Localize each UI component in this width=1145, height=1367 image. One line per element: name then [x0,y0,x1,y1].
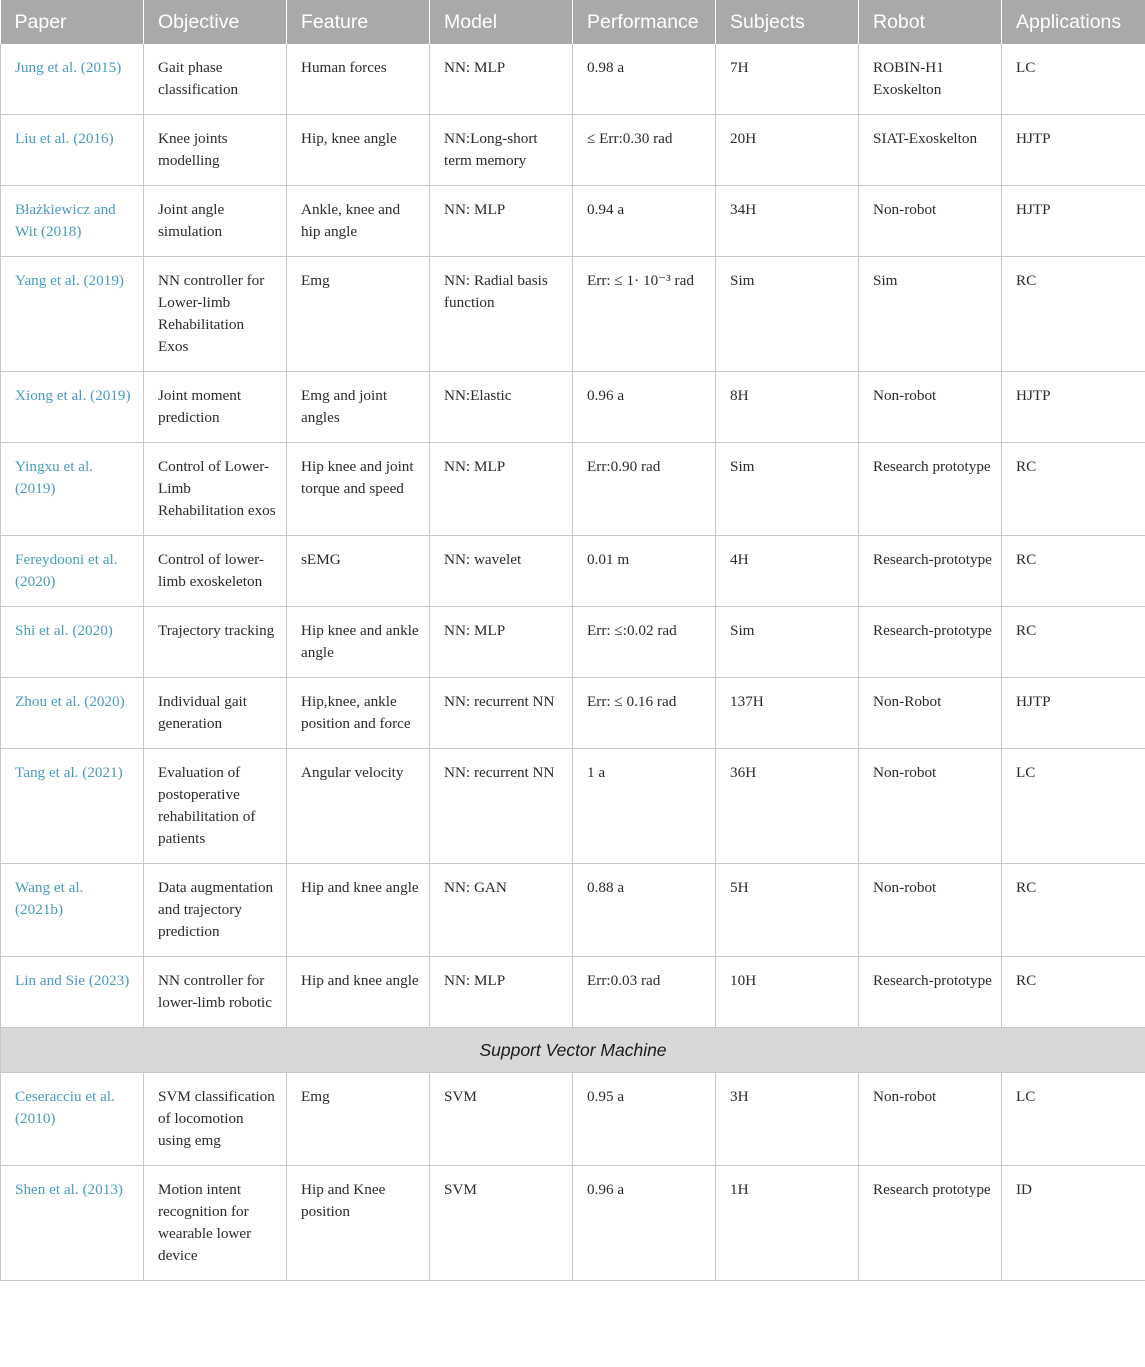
cell-objective: Motion intent recognition for wearable lower device [144,1166,287,1281]
cell-performance: 1 a [573,749,716,864]
cell-objective: Joint angle simulation [144,186,287,257]
cell-model: NN:Long-short term memory [430,115,573,186]
cell-applications: HJTP [1002,115,1145,186]
cell-performance: Err: ≤:0.02 rad [573,607,716,678]
cell-robot: Research prototype [859,443,1002,536]
cell-feature: Emg [287,257,430,372]
cell-paper[interactable]: Zhou et al. (2020) [1,678,144,749]
cell-applications: LC [1002,44,1145,115]
cell-robot: SIAT-Exoskelton [859,115,1002,186]
cell-robot: Research-prototype [859,536,1002,607]
cell-subjects: 8H [716,372,859,443]
cell-objective: NN controller for lower-limb robotic [144,957,287,1028]
cell-applications: HJTP [1002,678,1145,749]
cell-applications: HJTP [1002,372,1145,443]
cell-subjects: 137H [716,678,859,749]
cell-subjects: 4H [716,536,859,607]
cell-objective: Trajectory tracking [144,607,287,678]
cell-objective: Individual gait generation [144,678,287,749]
cell-applications: RC [1002,864,1145,957]
cell-model: NN: MLP [430,186,573,257]
cell-paper[interactable]: Tang et al. (2021) [1,749,144,864]
table-row [1,1073,1145,1166]
cell-objective: Knee joints modelling [144,115,287,186]
table-header [1,0,1145,44]
table-row [1,186,1145,257]
cell-applications: RC [1002,536,1145,607]
column-header-feature: Feature [287,0,430,44]
cell-model: NN: MLP [430,44,573,115]
cell-applications: RC [1002,257,1145,372]
cell-performance: 0.88 a [573,864,716,957]
cell-applications: LC [1002,749,1145,864]
cell-performance: 0.95 a [573,1073,716,1166]
cell-paper[interactable]: Ceseracciu et al. (2010) [1,1073,144,1166]
cell-applications: ID [1002,1166,1145,1281]
cell-robot: Research-prototype [859,957,1002,1028]
table-row [1,678,1145,749]
cell-model: NN:Elastic [430,372,573,443]
cell-performance: 0.94 a [573,186,716,257]
cell-objective: Control of lower-limb exoskeleton [144,536,287,607]
cell-objective: SVM classification of locomotion using emg [144,1073,287,1166]
column-header-applications: Applications [1002,0,1145,44]
cell-paper[interactable]: Jung et al. (2015) [1,44,144,115]
cell-performance: Err: ≤ 0.16 rad [573,678,716,749]
cell-subjects: 7H [716,44,859,115]
section-row [1,1028,1145,1073]
table-row [1,44,1145,115]
cell-performance: 0.96 a [573,1166,716,1281]
cell-model: NN: recurrent NN [430,749,573,864]
cell-subjects: 3H [716,1073,859,1166]
cell-model: NN: recurrent NN [430,678,573,749]
cell-subjects: 5H [716,864,859,957]
cell-feature: Emg and joint angles [287,372,430,443]
cell-subjects: Sim [716,443,859,536]
cell-performance: 0.01 m [573,536,716,607]
cell-robot: Research-prototype [859,607,1002,678]
table-row [1,536,1145,607]
cell-model: SVM [430,1073,573,1166]
table-row [1,1166,1145,1281]
cell-objective: Joint moment prediction [144,372,287,443]
column-header-paper: Paper [1,0,144,44]
cell-objective: NN controller for Lower-limb Rehabilitation Exos [144,257,287,372]
table-row [1,257,1145,372]
cell-performance: 0.96 a [573,372,716,443]
cell-paper[interactable]: Liu et al. (2016) [1,115,144,186]
cell-feature: Hip, knee angle [287,115,430,186]
cell-performance: 0.98 a [573,44,716,115]
cell-applications: RC [1002,957,1145,1028]
cell-model: NN: Radial basis function [430,257,573,372]
table-row [1,864,1145,957]
cell-robot: Research prototype [859,1166,1002,1281]
table-row [1,115,1145,186]
cell-feature: Human forces [287,44,430,115]
cell-subjects: 36H [716,749,859,864]
column-header-performance: Performance [573,0,716,44]
cell-paper[interactable]: Lin and Sie (2023) [1,957,144,1028]
column-header-objective: Objective [144,0,287,44]
cell-paper[interactable]: Wang et al. (2021b) [1,864,144,957]
cell-paper[interactable]: Yang et al. (2019) [1,257,144,372]
cell-model: NN: MLP [430,607,573,678]
cell-robot: Non-robot [859,372,1002,443]
cell-feature: Hip and knee angle [287,957,430,1028]
cell-objective: Data augmentation and trajectory prediction [144,864,287,957]
cell-feature: Hip and Knee position [287,1166,430,1281]
table-row [1,957,1145,1028]
cell-feature: Ankle, knee and hip angle [287,186,430,257]
table-row [1,443,1145,536]
cell-feature: Angular velocity [287,749,430,864]
column-header-subjects: Subjects [716,0,859,44]
cell-objective: Gait phase classification [144,44,287,115]
cell-robot: Non-robot [859,864,1002,957]
cell-subjects: 34H [716,186,859,257]
cell-paper[interactable]: Błażkiewicz and Wit (2018) [1,186,144,257]
cell-applications: LC [1002,1073,1145,1166]
cell-feature: Hip knee and ankle angle [287,607,430,678]
cell-performance: Err:0.90 rad [573,443,716,536]
cell-objective: Evaluation of postoperative rehabilitation of patients [144,749,287,864]
cell-model: SVM [430,1166,573,1281]
cell-robot: Non-Robot [859,678,1002,749]
section-label: Support Vector Machine [1,1028,1145,1073]
table-row [1,607,1145,678]
table-row [1,372,1145,443]
cell-feature: Hip,knee, ankle position and force [287,678,430,749]
cell-subjects: 1H [716,1166,859,1281]
cell-feature: sEMG [287,536,430,607]
cell-applications: HJTP [1002,186,1145,257]
cell-model: NN: MLP [430,957,573,1028]
cell-feature: Hip and knee angle [287,864,430,957]
cell-performance: Err: ≤ 1· 10⁻³ rad [573,257,716,372]
header-row [1,0,1145,44]
cell-performance: Err:0.03 rad [573,957,716,1028]
cell-paper[interactable]: Shi et al. (2020) [1,607,144,678]
cell-paper[interactable]: Xiong et al. (2019) [1,372,144,443]
cell-subjects: Sim [716,257,859,372]
cell-model: NN: GAN [430,864,573,957]
table-row [1,749,1145,864]
cell-feature: Emg [287,1073,430,1166]
cell-model: NN: wavelet [430,536,573,607]
cell-robot: Non-robot [859,1073,1002,1166]
table-body [1,44,1145,1281]
cell-applications: RC [1002,443,1145,536]
cell-model: NN: MLP [430,443,573,536]
column-header-model: Model [430,0,573,44]
cell-paper[interactable]: Shen et al. (2013) [1,1166,144,1281]
cell-subjects: 20H [716,115,859,186]
cell-paper[interactable]: Fereydooni et al. (2020) [1,536,144,607]
cell-feature: Hip knee and joint torque and speed [287,443,430,536]
cell-performance: ≤ Err:0.30 rad [573,115,716,186]
cell-robot: Non-robot [859,186,1002,257]
cell-robot: Non-robot [859,749,1002,864]
cell-applications: RC [1002,607,1145,678]
cell-objective: Control of Lower-Limb Rehabilitation exos [144,443,287,536]
cell-robot: ROBIN-H1 Exoskelton [859,44,1002,115]
cell-subjects: Sim [716,607,859,678]
cell-robot: Sim [859,257,1002,372]
cell-paper[interactable]: Yingxu et al. (2019) [1,443,144,536]
cell-subjects: 10H [716,957,859,1028]
column-header-robot: Robot [859,0,1002,44]
